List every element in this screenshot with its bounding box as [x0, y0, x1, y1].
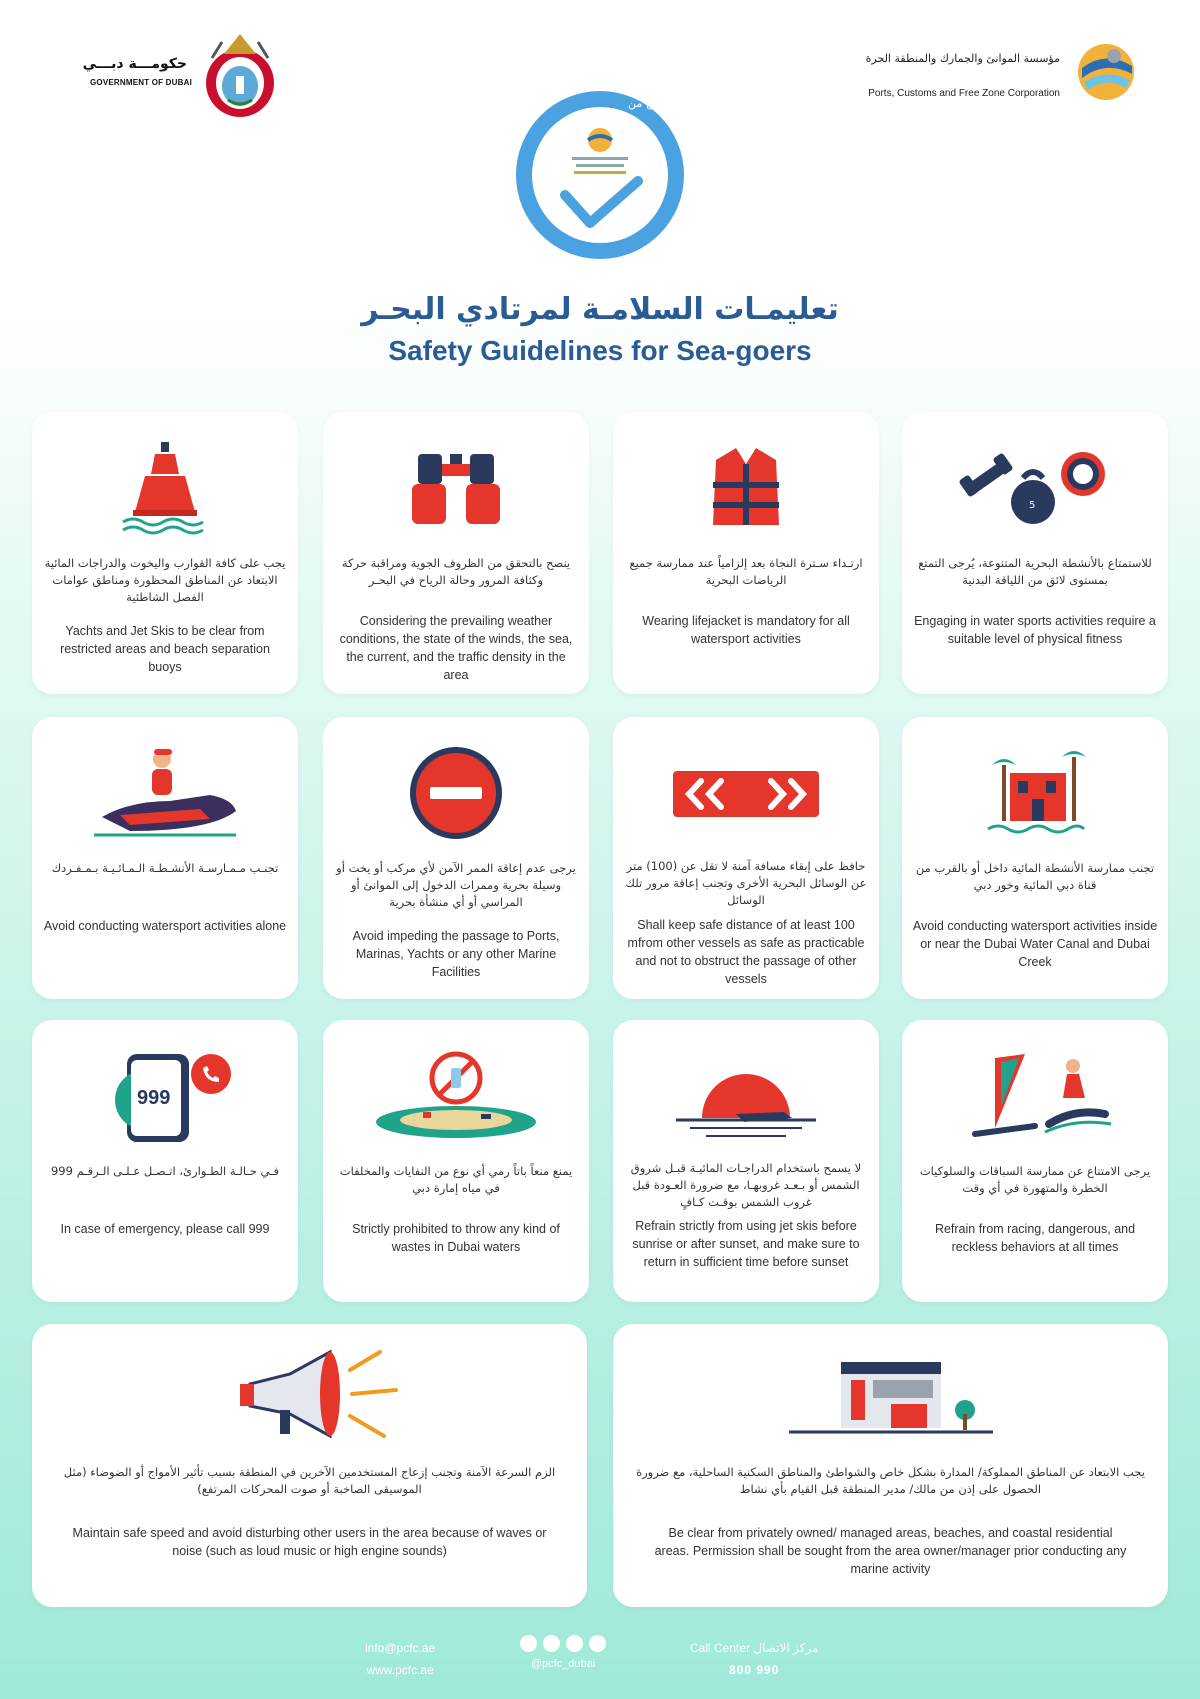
government-of-dubai-logo: [62, 28, 287, 118]
private-property-icon: [781, 1352, 1001, 1442]
guideline-text: Avoid conducting watersport activities inside or near the Dubai Water Canal and Dubai Creek: [912, 919, 1158, 969]
call-center-number[interactable]: 800 990: [728, 1663, 780, 1677]
guideline-text-arabic: يرجى الامتناع عن ممارسة السباقات والسلوكيات الخطرة والمتهورة في أي وقت: [919, 1164, 1151, 1195]
guideline-card-canal: [902, 717, 1168, 999]
guideline-card-alone: [32, 717, 298, 999]
footer-contact: [365, 1637, 435, 1681]
social-handle[interactable]: @pcfc_dubai: [530, 1658, 596, 1670]
guideline-card-fitness: [902, 412, 1168, 694]
jetski-rider-icon: [90, 745, 240, 840]
svg-text:999: 999: [137, 1087, 171, 1109]
pcfc-logo: [818, 40, 1138, 110]
guideline-card-racing: [902, 1020, 1168, 1302]
badge-permitted-by-text: Permitted By: [533, 107, 590, 162]
binoculars-icon: [406, 440, 506, 530]
page-title: Safety Guidelines for Sea-goers: [388, 335, 812, 366]
guideline-card-noise: [32, 1324, 587, 1607]
guideline-text: Strictly prohibited to throw any kind of wastes in Dubai waters: [352, 1222, 560, 1254]
badge-arabic-text: مصرح من: [628, 97, 675, 110]
footer: [0, 1625, 1200, 1685]
twitter-icon[interactable]: [566, 1635, 583, 1652]
dubai-emblem-icon: [192, 28, 284, 118]
pcfc-logo-english: Ports, Customs and Free Zone Corporation: [868, 88, 1060, 99]
guideline-text: Yachts and Jet Skis to be clear from restricted areas and beach separation buoys: [60, 624, 270, 674]
guideline-text-arabic: حافظ على إبقاء مسافة آمنة لا تقل عن (100) متر عن الوسائل البحرية الأخرى وتجنب إعاقة مرور تلك الوسائل: [625, 859, 867, 907]
guideline-text: Wearing lifejacket is mandatory for all watersport activities: [642, 614, 850, 646]
guideline-text-arabic: يجب الابتعاد عن المناطق المملوكة/ المدارة بشكل خاص والشواطئ والمناطق السكنية الساحلية، مع ضرورة الحصول على إذن من مالك/ مدير المنطقة قبل القيام بأي نشاط: [636, 1465, 1145, 1496]
guideline-card-distance: [613, 717, 879, 999]
guideline-text: Refrain strictly from using jet skis before sunrise or after sunset, and make sure to return in sufficient time before sunset: [632, 1219, 860, 1269]
guideline-text-arabic: تجنـب مـمـارسـة الأنشـطـة الـمـائـيـة بـمـفـردك: [51, 861, 279, 875]
guideline-text-arabic: يجب على كافة القوارب واليخوت والدراجات المائية الابتعاد عن المناطق المحظورة ومناطق عوامات الفصل الشاطئية: [44, 556, 286, 604]
guideline-text-arabic: الزم السرعة الآمنة وتجنب إزعاج المستخدمين الآخرين في المنطقة بسبب تأثير الأمواج أو الضوضاء (مثل الموسيقى الصاخبة أو صوت المحركات المرتفع): [63, 1465, 556, 1496]
page-title-arabic: تعليمـات السلامـة لمرتادي البحـر: [361, 292, 839, 327]
facebook-icon[interactable]: [543, 1635, 560, 1652]
guideline-text: Considering the prevailing weather conditions, the state of the winds, the sea, the current, and the traffic density in the area: [339, 614, 573, 682]
guideline-card-emergency: [32, 1020, 298, 1302]
megaphone-icon: [220, 1344, 400, 1444]
canal-building-icon: [980, 745, 1090, 840]
guideline-text-arabic: للاستمتاع بالأنشطة البحرية المتنوعة، يُرجى التمتع بمستوى لائق من اللياقة البدنية: [918, 556, 1152, 587]
guideline-text-arabic: يمنع منعاً باتاً رمي أي نوع من النفايات والمخلفات في مياه إمارة دبي: [339, 1164, 573, 1195]
guideline-text: Engaging in water sports activities require a suitable level of physical fitness: [914, 614, 1156, 646]
youtube-icon[interactable]: [589, 1635, 606, 1652]
dubai-logo-english: GOVERNMENT OF DUBAI: [89, 78, 192, 87]
footer-call-center: [690, 1637, 818, 1681]
surfer-icon: [955, 1048, 1115, 1143]
lifejacket-icon: [701, 440, 791, 530]
distance-arrows-icon: [671, 769, 821, 819]
guideline-text-arabic: فـي حـالـة الطـوارئ، اتـصـل عـلـى الـرقـم 999: [50, 1164, 279, 1178]
title-block: [0, 292, 1200, 367]
dubai-logo-arabic: حكومـــة دبـــي: [82, 56, 187, 72]
guideline-text: Avoid impeding the passage to Ports, Marinas, Yachts or any other Marine Facilities: [352, 929, 560, 979]
footer-social: [520, 1635, 606, 1670]
sunset-icon: [666, 1048, 826, 1143]
guideline-text: Refrain from racing, dangerous, and reckless behaviors at all times: [934, 1222, 1136, 1254]
emergency-phone-icon: [85, 1048, 245, 1143]
guideline-text-arabic: ينصح بالتحقق من الظروف الجوية ومراقبة حركة وكثافة المرور وحالة الرياح في البحـر: [341, 556, 571, 587]
buoy-icon: [115, 440, 215, 535]
pcfc-emblem-icon: [1074, 40, 1138, 104]
guideline-text: Shall keep safe distance of at least 100 mfrom other vessels as safe as practicable and not to obstruct the passage of other vessels: [627, 918, 865, 986]
fitness-icon: [955, 442, 1115, 532]
no-littering-icon: [371, 1048, 541, 1143]
guideline-card-private-areas: [613, 1324, 1168, 1607]
guideline-card-littering: [323, 1020, 589, 1302]
guideline-text-arabic: لا يسمح باستخدام الدراجـات المائيـة قبـل شروق الشمس أو بـعـد غروبهـا، مع ضرورة العـودة قبل غروب الشمس بوقـت كـافٍ: [630, 1161, 862, 1209]
instagram-icon[interactable]: [520, 1635, 537, 1652]
permitted-by-badge: [510, 85, 690, 265]
guideline-card-buoys: [32, 412, 298, 694]
guideline-card-sunset: [613, 1020, 879, 1302]
no-entry-icon: [408, 745, 504, 841]
email-link[interactable]: info@pcfc.ae: [365, 1641, 436, 1655]
website-link[interactable]: www.pcfc.ae: [366, 1663, 434, 1677]
guideline-card-passage: [323, 717, 589, 999]
guideline-text: Avoid conducting watersport activities alone: [43, 919, 287, 933]
pcfc-logo-arabic: مؤسسة الموانئ والجمارك والمنطقة الحرة: [865, 52, 1060, 65]
call-center-label: Call Center مركز الاتصال: [690, 1641, 819, 1655]
guideline-text: Be clear from privately owned/ managed areas, beaches, and coastal residential areas. Permission shall be sought from the area owner/manager prior conducting any marine activity: [654, 1526, 1127, 1576]
guideline-text: In case of emergency, please call 999: [60, 1222, 270, 1236]
guideline-card-weather: [323, 412, 589, 694]
guideline-text-arabic: تجنب ممارسة الأنشطة المائية داخل أو بالقرب من قناة دبي المائية وخور دبي: [915, 861, 1155, 892]
svg-text:5: 5: [1029, 500, 1036, 511]
guideline-text-arabic: يرجى عدم إعاقة الممر الآمن لأي مركب أو يخت أو وسيلة بحرية وممرات الدخول إلى الموانئ أو المراسي أو أي منشأة بحرية: [336, 861, 576, 909]
guideline-text-arabic: ارتـداء سـترة النجاة بعد إلزامياً عند ممارسة جميع الرياضات البحرية: [629, 556, 863, 587]
guideline-card-lifejacket: [613, 412, 879, 694]
guideline-text: Maintain safe speed and avoid disturbing other users in the area because of waves or noise (such as loud music or high engine sounds): [72, 1526, 547, 1558]
